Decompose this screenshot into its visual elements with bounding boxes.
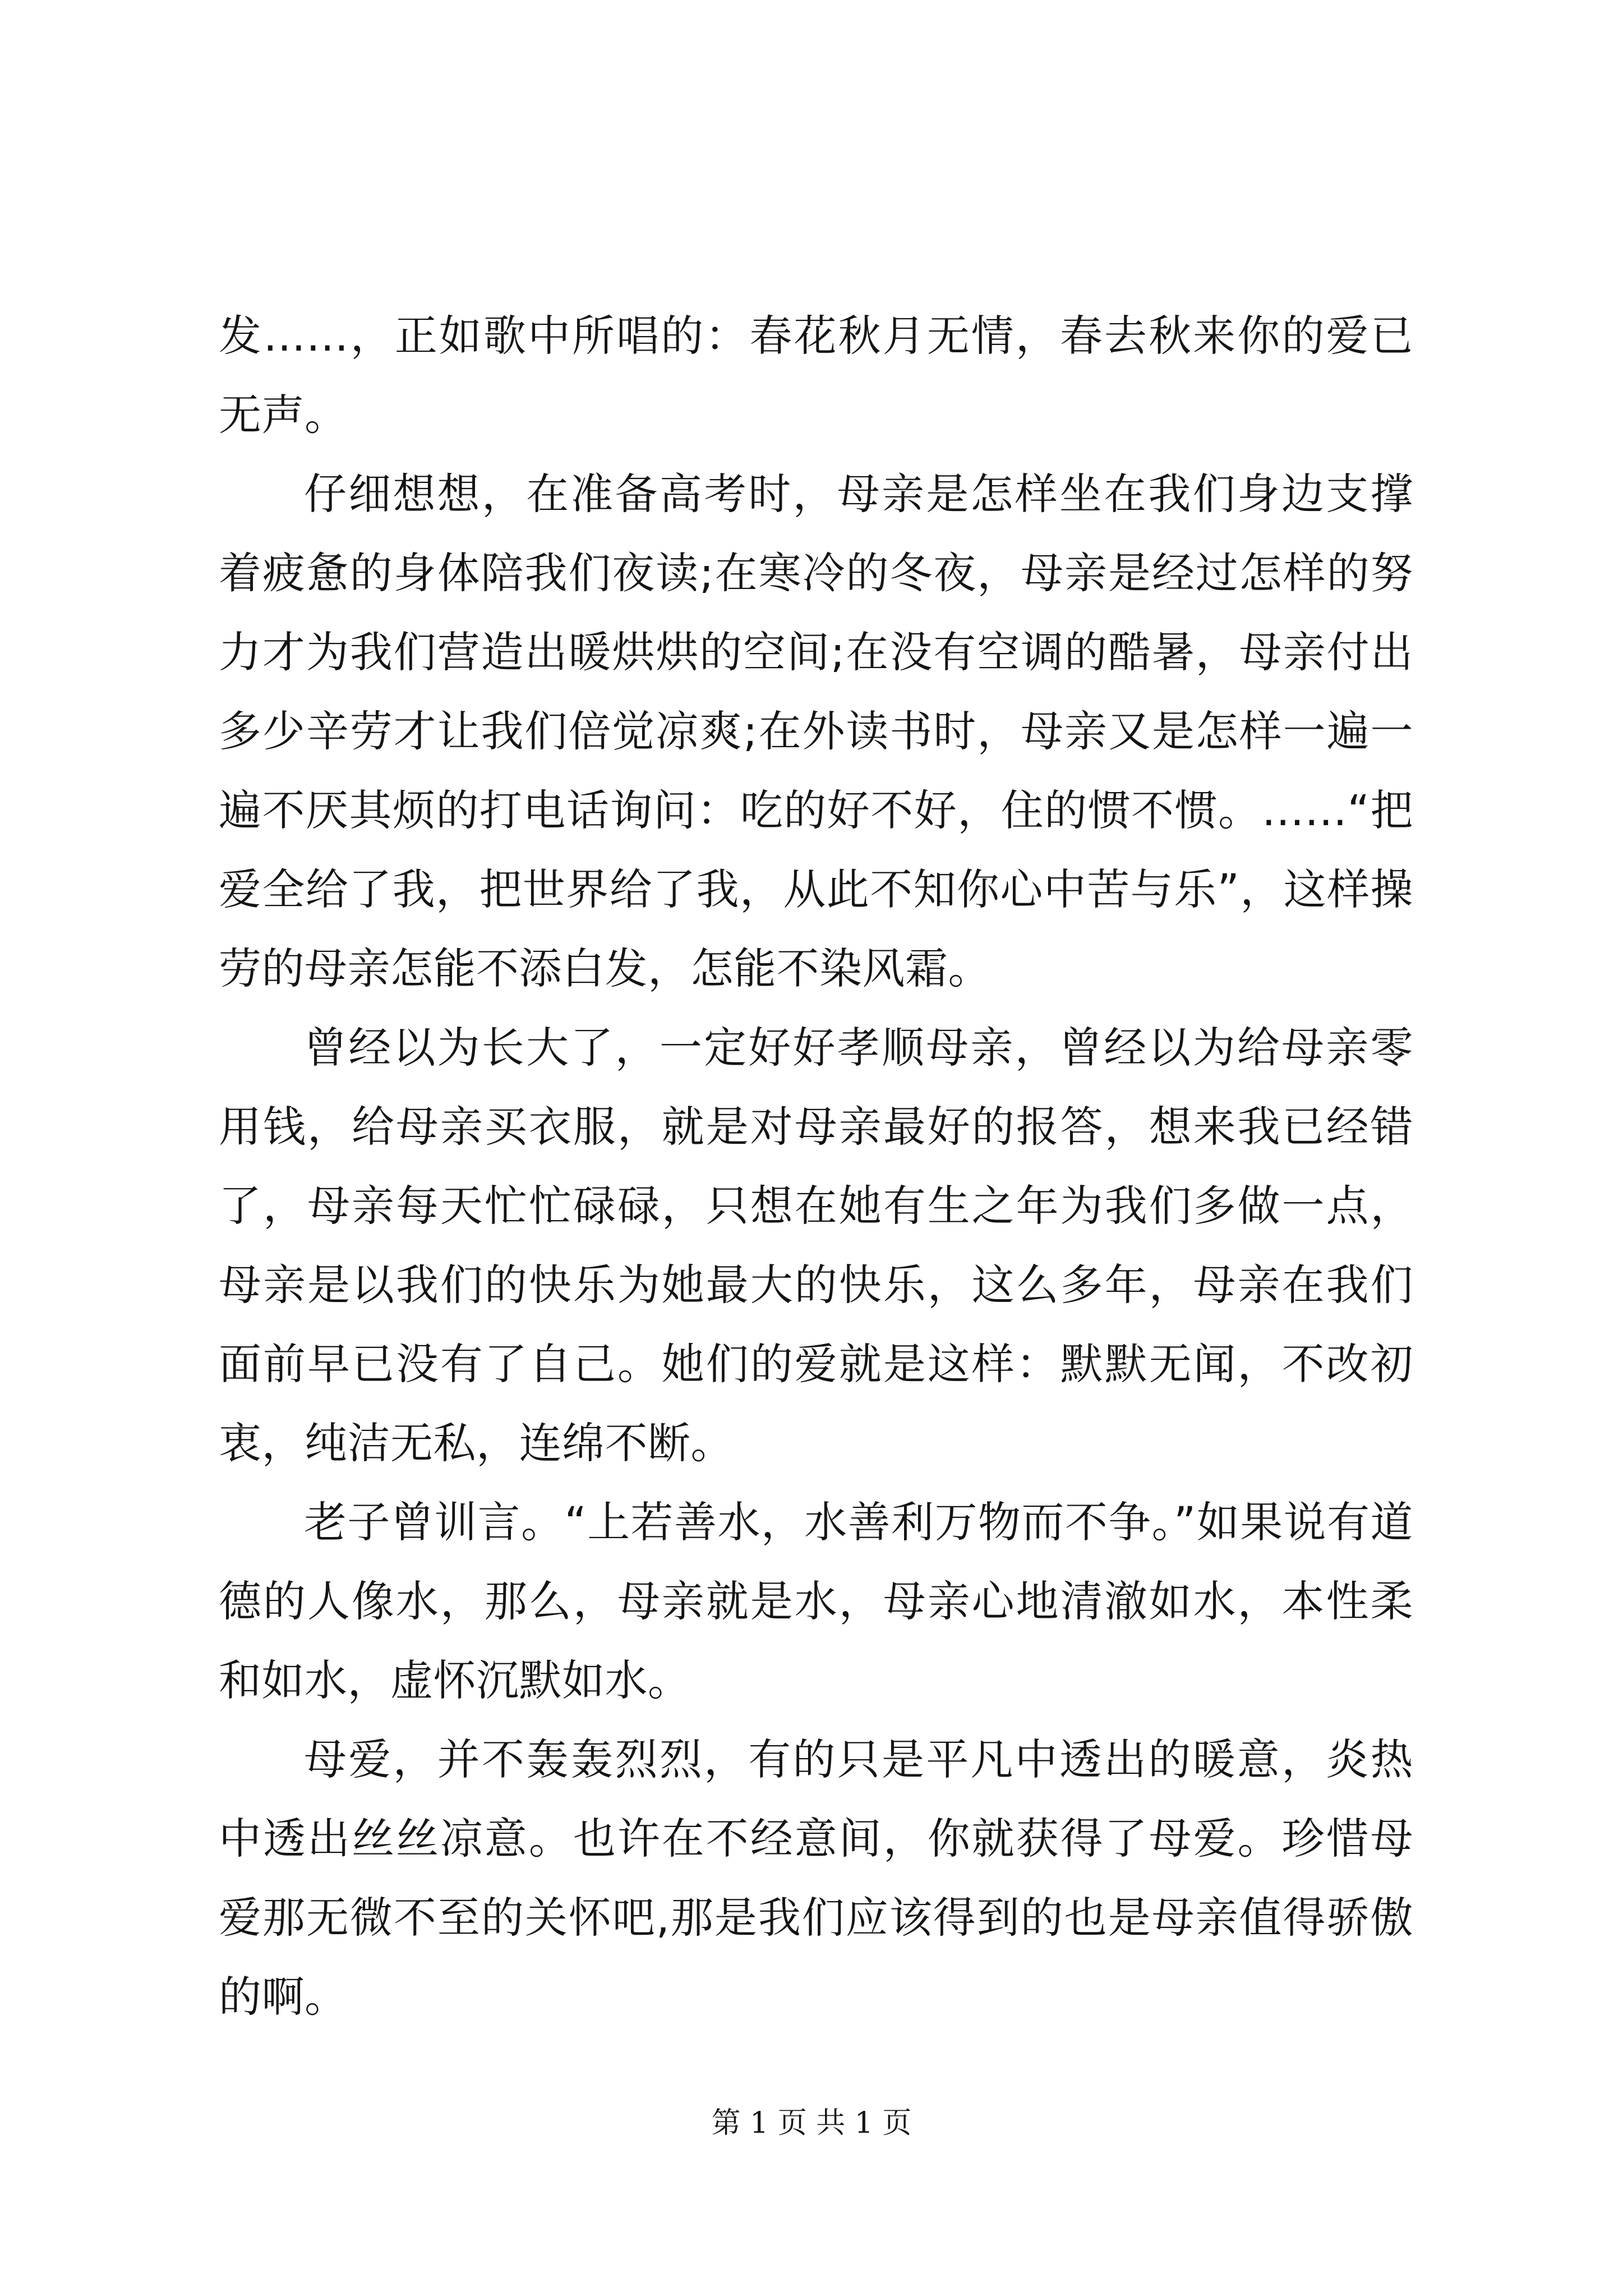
paragraph: 母爱，并不轰轰烈烈，有的只是平凡中透出的暖意，炎热中透出丝丝凉意。也许在不经意间，你就获得了母爱。珍惜母爱那无微不至的关怀吧,那是我们应该得到的也是母亲值得骄傲的啊。 [219,1734,1413,2022]
paragraph: 老子曾训言。“上若善水，水善利万物而不争。”如果说有道德的人像水，那么，母亲就是水，母亲心地清澈如水，本性柔和如水，虚怀沉默如水。 [219,1497,1413,1705]
page-footer: 第 1 页 共 1 页 [711,2106,912,2140]
paragraph-continuation: 发……，正如歌中所唱的：春花秋月无情，春去秋来你的爱已无声。 [219,311,1413,440]
document-body [219,296,1413,2036]
paragraph: 仔细想想，在准备高考时，母亲是怎样坐在我们身边支撑着疲惫的身体陪我们夜读;在寒冷的冬夜，母亲是经过怎样的努力才为我们营造出暖烘烘的空间;在没有空调的酷暑，母亲付出多少辛劳才让我们倍觉凉爽;在外读书时，母亲又是怎样一遍一遍不厌其烦的打电话询问：吃的好不好，住的惯不惯。……“把爱全给了我，把世界给了我，从此不知你心中苦与乐”，这样操劳的母亲怎能不添白发，怎能不染风霜。 [219,469,1413,993]
paragraph: 曾经以为长大了，一定好好孝顺母亲，曾经以为给母亲零用钱，给母亲买衣服，就是对母亲最好的报答，想来我已经错了，母亲每天忙忙碌碌，只想在她有生之年为我们多做一点，母亲是以我们的快乐为她最大的快乐，这么多年，母亲在我们面前早已没有了自己。她们的爱就是这样：默默无闻，不改初衷，纯洁无私，连绵不断。 [219,1023,1413,1468]
